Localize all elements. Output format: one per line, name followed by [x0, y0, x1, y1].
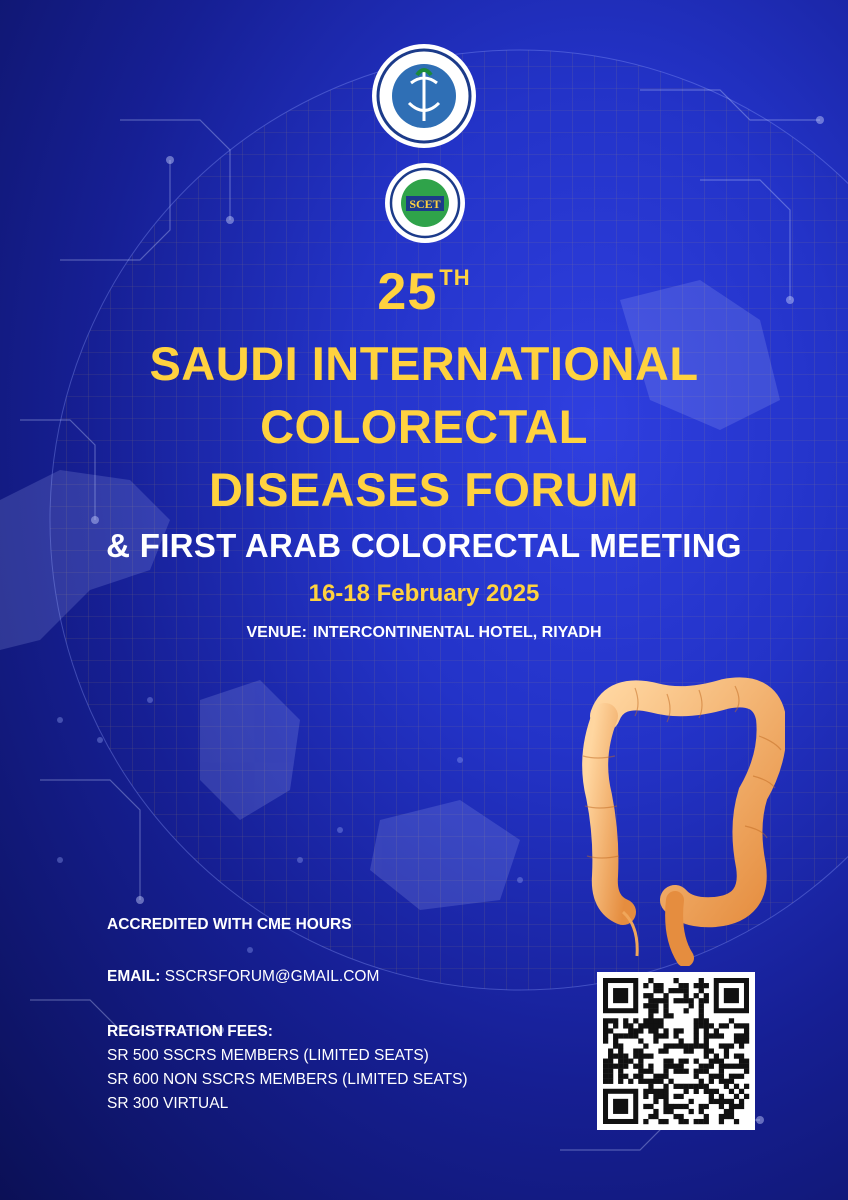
event-dates: 16-18 February 2025 — [308, 580, 540, 607]
venue-label: VENUE: — [246, 624, 307, 641]
contact-email — [107, 966, 379, 987]
fee-item: SR 600 NON SSCRS MEMBERS (LIMITED SEATS) — [107, 1071, 468, 1088]
email-link[interactable]: SSCRSFORUM@GMAIL.COM — [164, 968, 380, 985]
sscrs-logo-icon — [371, 43, 477, 149]
forum-title-line2: COLORECTAL — [260, 400, 588, 453]
scet-logo-icon — [384, 162, 466, 244]
colon-illustration-icon — [575, 676, 785, 966]
registration-fees-label: REGISTRATION FEES: — [107, 1023, 273, 1040]
meeting-subtitle: & FIRST ARAB COLORECTAL MEETING — [106, 527, 742, 564]
fee-item: SR 500 SSCRS MEMBERS (LIMITED SEATS) — [107, 1047, 429, 1064]
forum-title-line3: DISEASES FORUM — [208, 463, 640, 516]
forum-title-line1: SAUDI INTERNATIONAL — [149, 337, 699, 390]
fee-item: SR 300 VIRTUAL — [107, 1095, 229, 1112]
cme-accreditation: ACCREDITED WITH CME HOURS — [107, 916, 352, 933]
email-label: EMAIL: — [107, 968, 161, 985]
qr-code-icon[interactable] — [597, 972, 755, 1130]
scet-logo-text: SCET — [409, 197, 441, 211]
venue-value: INTERCONTINENTAL HOTEL, RIYADH — [312, 624, 602, 641]
edition-suffix: TH — [439, 265, 471, 290]
event-venue — [0, 624, 848, 642]
edition-number: 25TH — [377, 263, 471, 321]
